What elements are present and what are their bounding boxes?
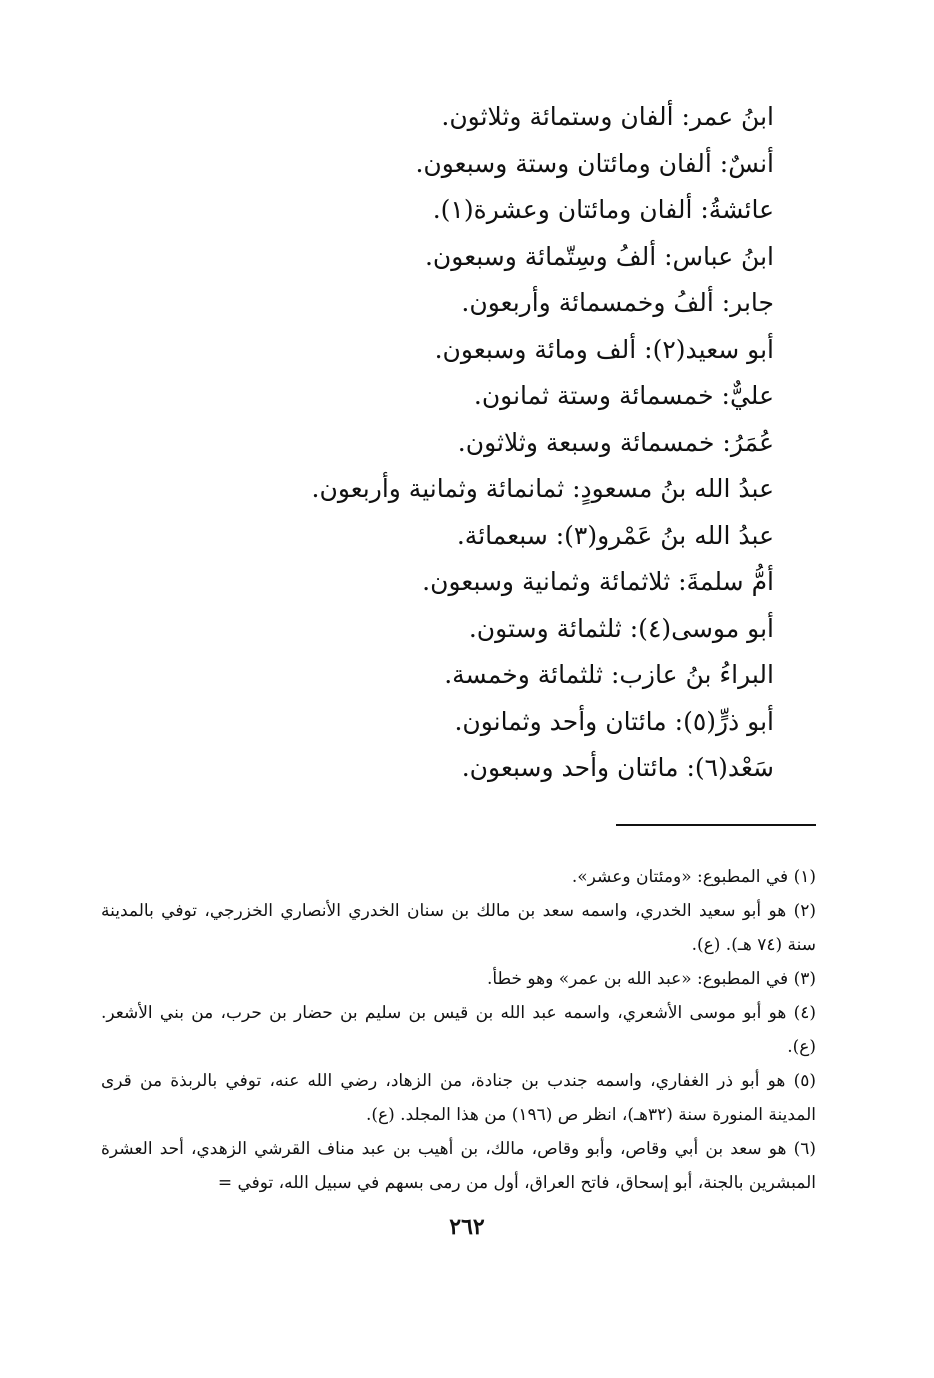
narrator-entry: عُمَرُ: خمسمائة وسبعة وثلاثون.: [457, 427, 774, 457]
footnote: (٥) هو أبو ذر الغفاري، واسمه جندب بن جنادة، من الزهاد، رضي الله عنه، توفي بالربذة من قرى المدينة المنورة سنة (٣٢هـ)، انظر ص (١٩٦) من هذا المجلد. (ع).: [101, 1071, 816, 1125]
narrator-entry: جابر: ألفُ وخمسمائة وأربعون.: [461, 288, 774, 317]
footnote: (١) في المطبوع: «ومئتان وعشر».: [571, 867, 816, 887]
narrator-entry: أبو ذرٍّ(٥): مائتان وأحد وثمانون.: [454, 706, 774, 736]
narrator-entry: ابنُ عباس: ألفُ وسِتّمائة وسبعون.: [424, 241, 774, 271]
page-number: ٢٦٢: [449, 1214, 485, 1240]
footnote: (٦) هو سعد بن أبي وقاص، وأبو وقاص، مالك، بن أهيب بن عبد مناف القرشي الزهدي، أحد العشرة المبشرين بالجنة، أبو إسحاق، فاتح العراق، أول من رمى بسهم في سبيل الله، توفي =: [101, 1139, 816, 1193]
narrator-entry: سَعْد(٦): مائتان وأحد وسبعون.: [461, 753, 774, 782]
narrators-list: [134, 94, 774, 792]
narrator-entry: أمُّ سلمةَ: ثلاثمائة وثمانية وسبعون.: [422, 567, 774, 596]
footnotes: [101, 860, 816, 1200]
narrator-entry: البراءُ بنُ عازب: ثلثمائة وخمسة.: [444, 660, 774, 689]
narrator-entry: أبو موسى(٤): ثلثمائة وستون.: [468, 613, 774, 643]
narrator-entry: أنسٌ: ألفان ومائتان وستة وسبعون.: [415, 148, 774, 178]
narrator-entry: عبدُ الله بنُ عَمْرو(٣): سبعمائة.: [456, 520, 774, 550]
narrator-entry: ابنُ عمر: ألفان وستمائة وثلاثون.: [441, 102, 774, 131]
narrator-entry: أبو سعيد(٢): ألف ومائة وسبعون.: [434, 334, 774, 364]
narrator-entry: عليٌّ: خمسمائة وستة ثمانون.: [473, 381, 774, 410]
footnote: (٢) هو أبو سعيد الخدري، واسمه سعد بن مالك بن سنان الخدري الأنصاري الخزرجي، توفي بالمدينة سنة (٧٤ هـ). (ع).: [101, 901, 816, 955]
footnote-separator: [616, 824, 816, 826]
footnote: (٣) في المطبوع: «عبد الله بن عمر» وهو خطأ.: [486, 969, 816, 989]
footnote: (٤) هو أبو موسى الأشعري، واسمه عبد الله بن قيس بن سليم بن حضار بن حرب، من بني الأشعر. (ع).: [101, 1003, 816, 1057]
narrator-entry: عبدُ الله بنُ مسعودٍ: ثمانمائة وثمانية وأربعون.: [311, 474, 774, 503]
narrator-entry: عائشةُ: ألفان ومائتان وعشرة(١).: [432, 195, 774, 224]
